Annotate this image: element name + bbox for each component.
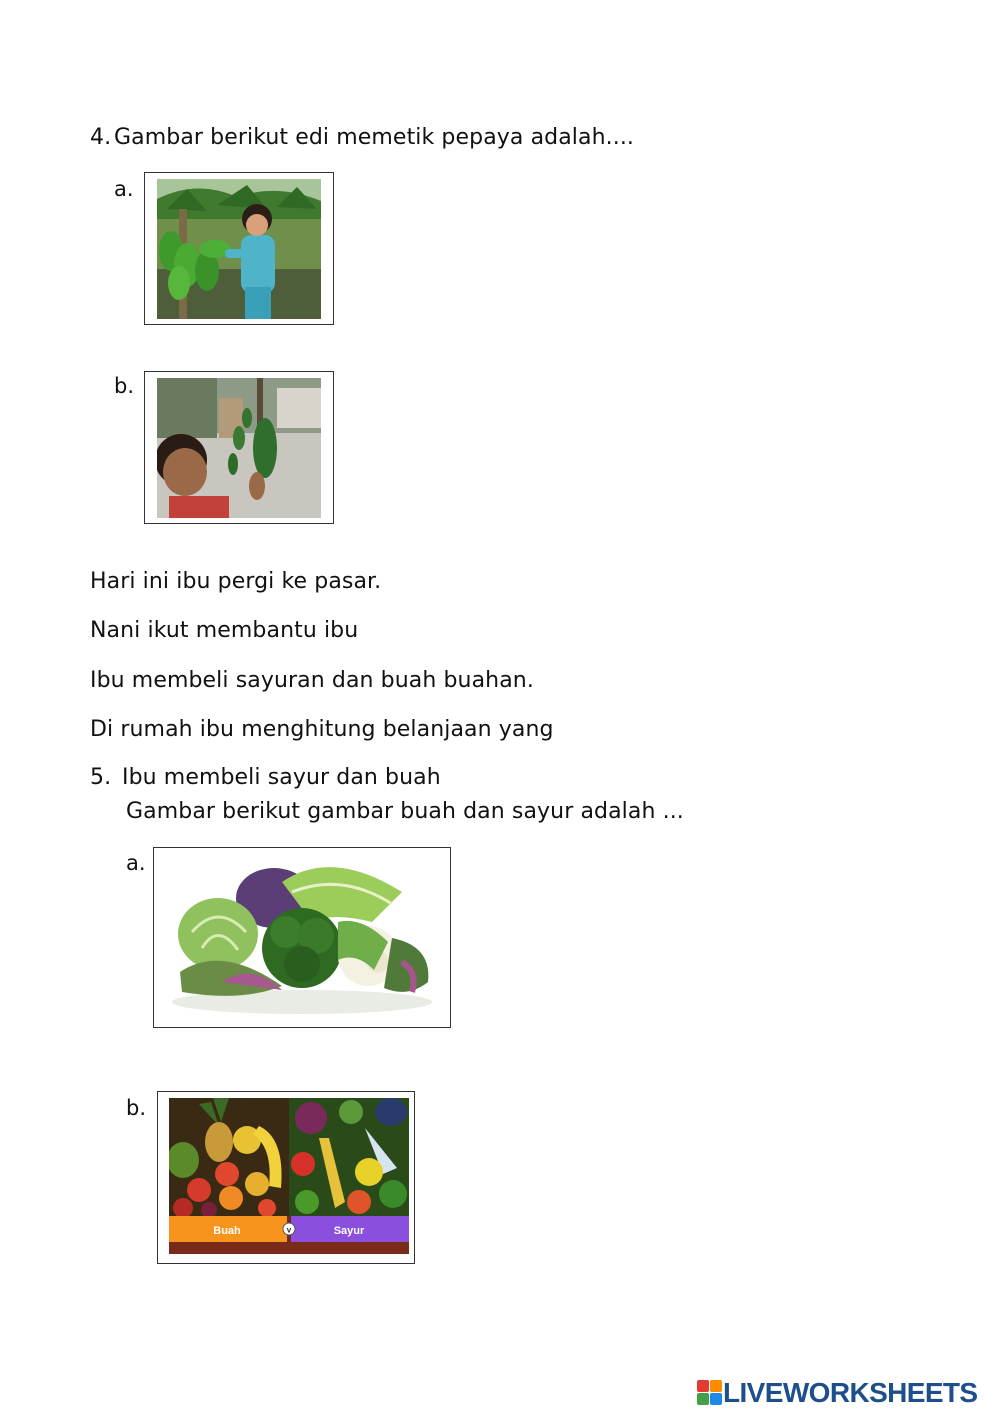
q4-option-b-image[interactable] [144, 371, 334, 524]
boy-holding-papaya-photo [157, 378, 321, 518]
q5-option-a-letter: a. [126, 851, 146, 875]
q4-option-a-letter: a. [114, 177, 134, 201]
story-line-1: Hari ini ibu pergi ke pasar. [90, 569, 382, 594]
boy-picking-papaya-photo [157, 179, 321, 319]
vegetable-label: Sayur [333, 1225, 365, 1237]
versus-label: v [286, 1225, 292, 1235]
question-5-number: 5. [90, 765, 112, 790]
story-line-3: Ibu membeli sayuran dan buah buahan. [90, 668, 534, 693]
brand-name: LIVEWORKSHEETS [723, 1377, 978, 1408]
story-line-4: Di rumah ibu menghitung belanjaan yang [90, 717, 554, 742]
question-4-text: Gambar berikut edi memetik pepaya adalah.... [114, 125, 635, 150]
fruits-vs-vegetables-photo [169, 1098, 409, 1254]
question-5-line-2: Gambar berikut gambar buah dan sayur adalah ... [126, 799, 684, 824]
liveworksheets-logo-icon [697, 1380, 723, 1406]
question-4-number: 4. [90, 125, 112, 150]
fruit-label: Buah [213, 1225, 241, 1237]
q4-option-a-image[interactable] [144, 172, 334, 325]
q4-option-b-letter: b. [114, 374, 135, 398]
q5-option-b-letter: b. [126, 1096, 147, 1120]
question-5-line-1: Ibu membeli sayur dan buah [122, 765, 441, 790]
vegetables-pile-photo [162, 852, 442, 1022]
q5-option-a-image[interactable] [153, 847, 451, 1028]
story-line-2: Nani ikut membantu ibu [90, 618, 359, 643]
q5-option-b-image[interactable] [157, 1091, 415, 1264]
liveworksheets-logo[interactable] [697, 1378, 993, 1408]
